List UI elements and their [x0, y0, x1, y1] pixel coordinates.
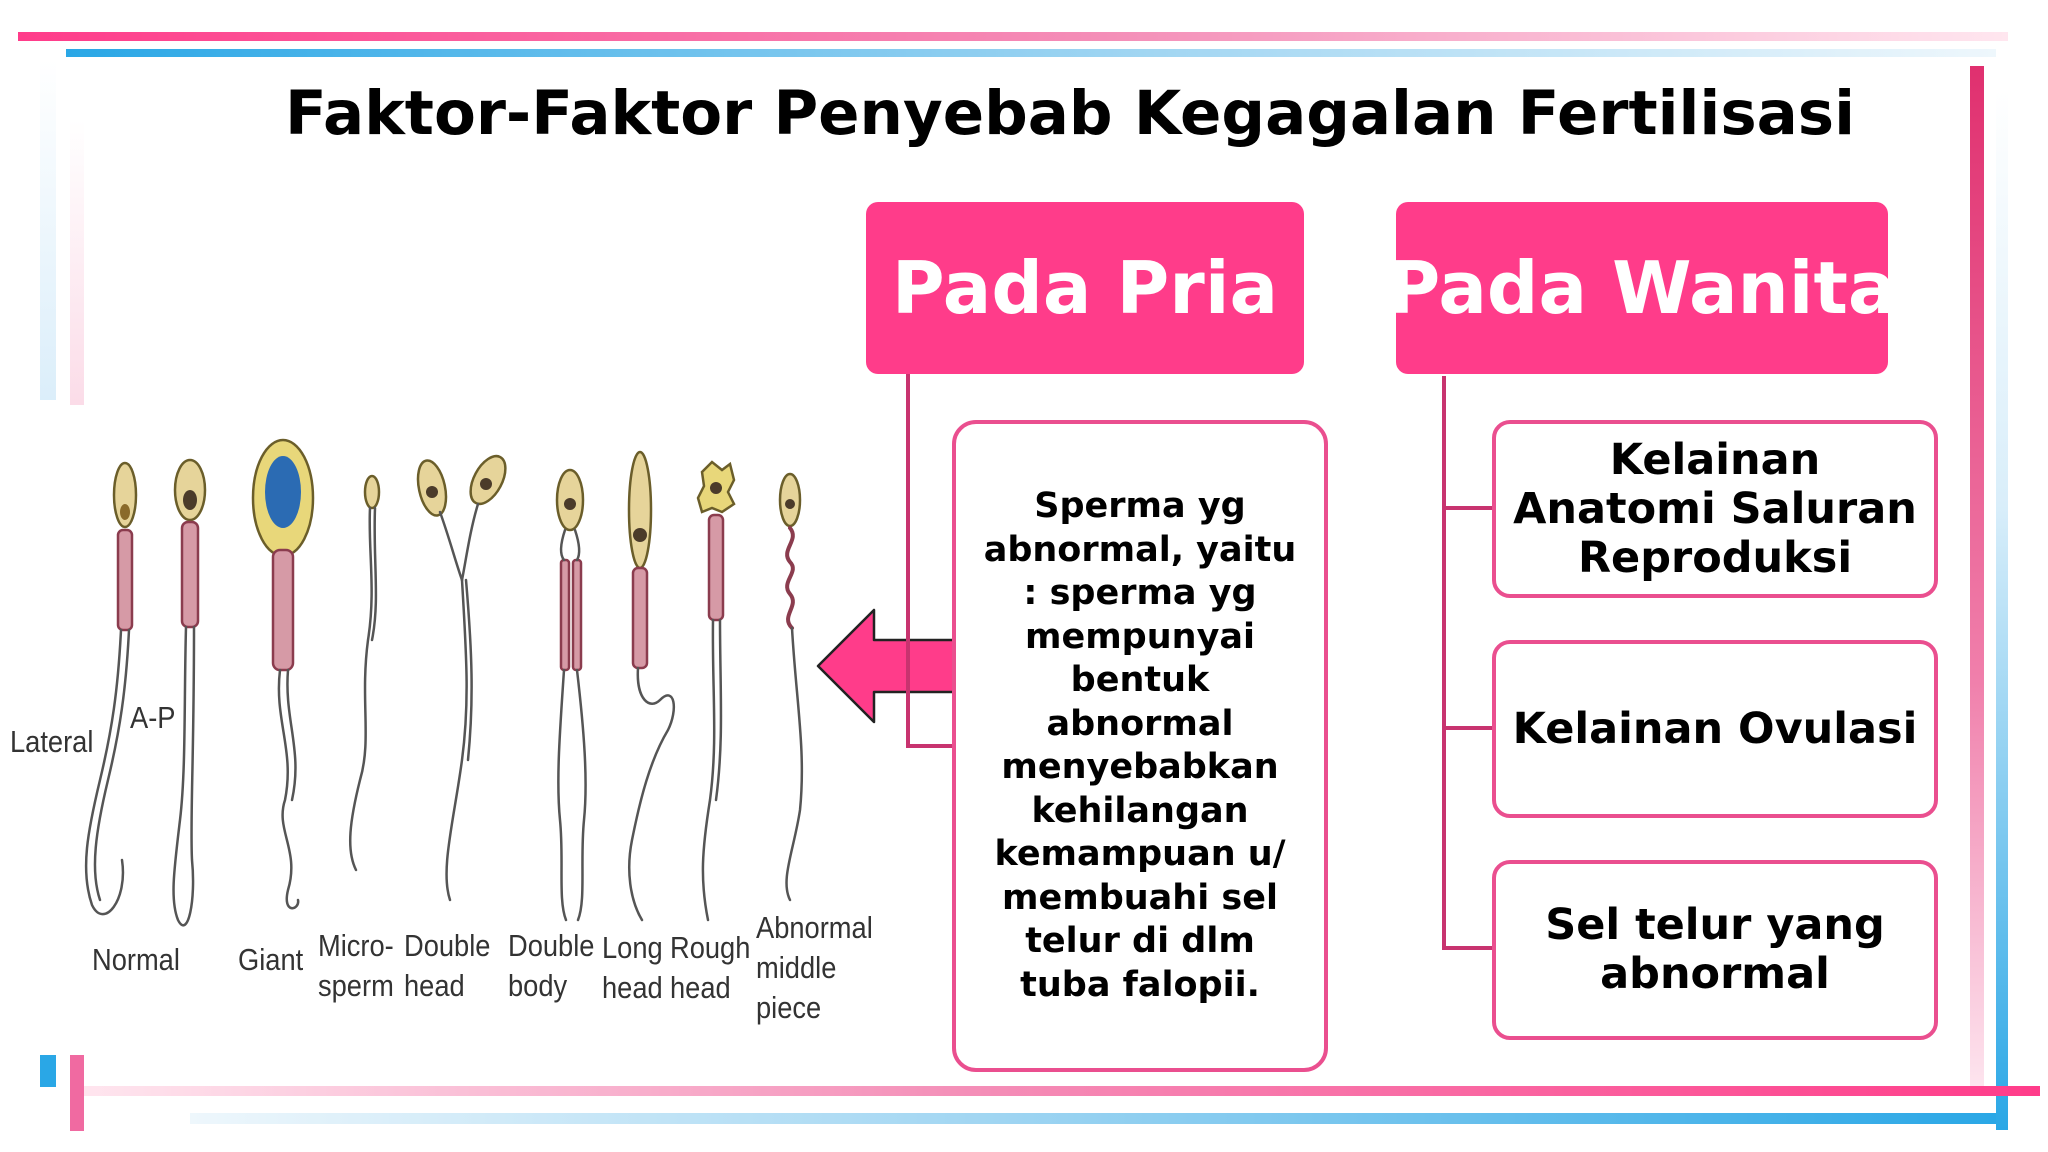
slide-title: Faktor-Faktor Penyebab Kegagalan Fertilisasi [284, 78, 1856, 149]
wanita-item-anatomi [1492, 420, 1938, 598]
wanita-item-label: Kelainan Ovulasi [1512, 703, 1918, 754]
arrow-left-icon [816, 608, 958, 724]
wanita-item-sel-telur [1492, 860, 1938, 1040]
sperm-long-head [629, 452, 674, 920]
sperm-normal-lateral [86, 463, 136, 914]
wanita-header-label: Pada Wanita [1387, 246, 1897, 330]
pria-connector-vertical [906, 374, 910, 748]
label-ap: A-P [130, 700, 176, 735]
pria-description-text: Sperma yg abnormal, yaitu : sperma yg mempunyai bentuk abnormal menyebabkan kehilangan kemampuan u/ membuahi sel telur di dlm tuba falopii. [983, 486, 1297, 1005]
label-double-head: Double head [404, 928, 491, 1003]
wanita-item-ovulasi [1492, 640, 1938, 818]
wanita-item-label: Kelainan Anatomi Saluran Reproduksi [1513, 434, 1917, 583]
sperm-abnormal-middle-piece [780, 474, 802, 900]
sperm-giant [253, 440, 313, 908]
sperm-rough-head [698, 462, 734, 920]
pria-header-box [866, 202, 1304, 374]
top-stripe-pink [18, 32, 2008, 41]
wanita-connector-vertical [1442, 376, 1446, 950]
bottom-stripe-blue [190, 1113, 1996, 1124]
label-giant: Giant [238, 942, 304, 977]
left-stripe-pink [70, 120, 84, 405]
wanita-connector-item-2 [1442, 726, 1494, 730]
wanita-item-label: Sel telur yang abnormal [1545, 900, 1885, 999]
pria-connector-horizontal [906, 744, 952, 748]
label-normal: Normal [92, 942, 180, 977]
wanita-connector-item-1 [1442, 506, 1494, 510]
label-microsperm: Micro- sperm [318, 928, 394, 1003]
top-stripe-blue [66, 49, 1996, 57]
bottom-stripe-pink [76, 1086, 2040, 1096]
label-long-head: Long head [602, 930, 663, 1005]
sperm-morphology-figure [0, 400, 880, 1070]
label-rough-head: Rough head [670, 930, 751, 1005]
sperm-normal-ap [174, 460, 205, 925]
sperm-double-body [557, 470, 586, 920]
pria-header-label: Pada Pria [891, 246, 1279, 330]
right-stripe-blue [1996, 90, 2008, 1130]
sperm-microsperm [350, 476, 379, 870]
pria-description-box [952, 420, 1328, 1072]
label-lateral: Lateral [10, 724, 94, 759]
wanita-header-box [1387, 202, 1897, 374]
right-stripe-pink [1970, 66, 1984, 1086]
label-abnormal-middle-piece: Abnormal middle piece [756, 910, 873, 1025]
left-stripe-blue [40, 60, 56, 400]
wanita-connector-item-3 [1442, 946, 1494, 950]
label-double-body: Double body [508, 928, 595, 1003]
sperm-double-head [413, 450, 512, 900]
